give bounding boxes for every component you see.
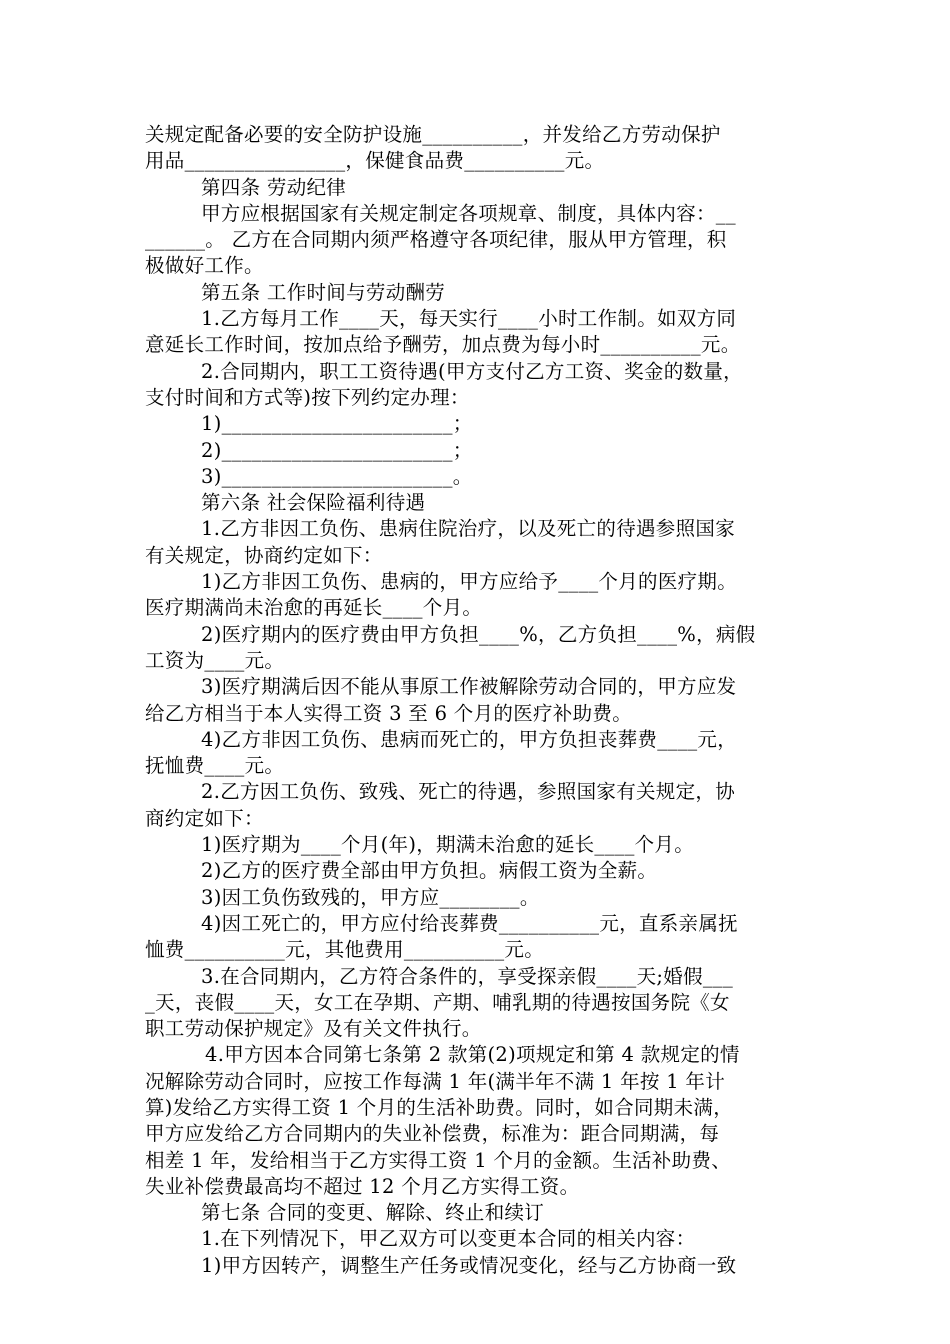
text-line: 2)_______________________； — [201, 438, 473, 462]
text-line: 2.合同期内，职工工资待遇(甲方支付乙方工资、奖金的数量， — [201, 359, 743, 383]
text-line: 相差 1 年，发给相当于乙方实得工资 1 个月的金额。生活补助费、 — [145, 1148, 732, 1172]
text-line: 2.乙方因工负伤、致残、死亡的待遇，参照国家有关规定，协 — [201, 780, 736, 804]
text-line: 4)乙方非因工负伤、患病而死亡的，甲方负担丧葬费____元， — [201, 727, 738, 751]
text-line: 1)甲方因转产，调整生产任务或情况变化，经与乙方协商一致 — [201, 1253, 737, 1277]
text-line: 甲方应根据国家有关规定制定各项规章、制度，具体内容：__ — [201, 201, 736, 225]
text-line: 有关规定，协商约定如下： — [145, 543, 383, 567]
text-line: 用品________________，保健食品费__________元。 — [145, 149, 605, 173]
text-line: 4)因工死亡的，甲方应付给丧葬费__________元，直系亲属抚 — [201, 911, 738, 935]
text-line: 3)医疗期满后因不能从事原工作被解除劳动合同的，甲方应发 — [201, 675, 737, 699]
text-line: 关规定配备必要的安全防护设施__________，并发给乙方劳动保护 — [145, 123, 721, 146]
text-line: 2)医疗期内的医疗费由甲方负担____%，乙方负担____%，病假 — [201, 622, 756, 646]
text-line: _天，丧假____天，女工在孕期、产期、哺乳期的待遇按国务院《女 — [145, 990, 730, 1014]
text-line: 极做好工作。 — [145, 254, 264, 278]
text-line: 1)医疗期为____个月(年)，期满未治愈的延长____个月。 — [201, 833, 695, 857]
text-line: 意延长工作时间，按加点给予酬劳，加点费为每小时__________元。 — [145, 333, 741, 357]
text-line: 1.在下列情况下，甲乙双方可以变更本合同的相关内容： — [201, 1227, 696, 1251]
text-line: 第四条 劳动纪律 — [201, 175, 347, 199]
text-line: 3)_______________________。 — [201, 464, 473, 488]
text-line: 3.在合同期内，乙方符合条件的，享受探亲假____天;婚假___ — [201, 964, 734, 988]
text-line: 第六条 社会保险福利待遇 — [201, 491, 426, 515]
text-line: 商约定如下： — [145, 806, 264, 830]
text-line: 4.甲方因本合同第七条第 2 款第(2)项规定和第 4 款规定的情 — [205, 1043, 740, 1067]
text-line: ______。 乙方在合同期内须严格遵守各项纪律，服从甲方管理，积 — [145, 228, 727, 252]
text-line: 恤费__________元，其他费用__________元。 — [145, 938, 544, 962]
text-line: 给乙方相当于本人实得工资 3 至 6 个月的医疗补助费。 — [145, 701, 633, 725]
text-line: 3)因工负伤致残的，甲方应________。 — [201, 885, 540, 909]
text-line: 1)乙方非因工负伤、患病的，甲方应给予____个月的医疗期。 — [201, 570, 738, 594]
text-line: 甲方应发给乙方合同期内的失业补偿费，标准为：距合同期满，每 — [145, 1122, 720, 1146]
text-line: 第五条 工作时间与劳动酬劳 — [201, 280, 446, 304]
text-line: 况解除劳动合同时，应按工作每满 1 年(满半年不满 1 年按 1 年计 — [145, 1069, 726, 1093]
text-line: 工资为____元。 — [145, 648, 285, 672]
text-line: 2)乙方的医疗费全部由甲方负担。病假工资为全薪。 — [201, 859, 658, 883]
text-line: 算)发给乙方实得工资 1 个月的生活补助费。同时，如合同期未满， — [145, 1095, 734, 1119]
document-page — [145, 122, 810, 1279]
text-line: 医疗期满尚未治愈的再延长____个月。 — [145, 596, 483, 620]
text-line: 抚恤费____元。 — [145, 754, 285, 778]
text-line: 支付时间和方式等)按下列约定办理： — [145, 385, 470, 409]
text-line: 1.乙方非因工负伤、患病住院治疗，以及死亡的待遇参照国家 — [201, 517, 736, 541]
text-line: 失业补偿费最高均不超过 12 个月乙方实得工资。 — [145, 1174, 580, 1198]
text-line: 1.乙方每月工作____天，每天实行____小时工作制。如双方同 — [201, 307, 737, 331]
text-line: 第七条 合同的变更、解除、终止和续订 — [201, 1201, 545, 1225]
text-line: 职工劳动保护规定》及有关文件执行。 — [145, 1017, 482, 1041]
text-line: 1)_______________________； — [201, 412, 473, 436]
